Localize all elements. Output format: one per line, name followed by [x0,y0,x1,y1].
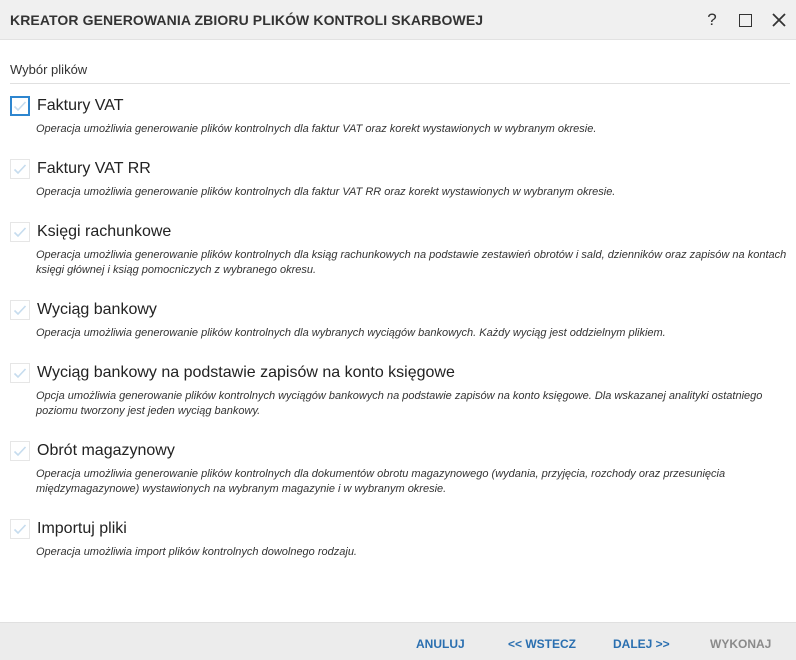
check-icon [13,99,27,113]
ksiegi-rachunkowe-checkbox[interactable] [10,222,30,242]
maximize-box [739,14,752,27]
help-icon[interactable]: ? [707,10,717,29]
obrot-magazynowy-description: Operacja umożliwia generowanie plików kontrolnych dla dokumentów obrotu magazynowego (wydania, przyjęcia, rozchody oraz przesunięcia międzymagazynowe) wystawionych na wybranym magazynie i w wybranym okresie. [36,468,726,495]
faktury-vat-label[interactable]: Faktury VAT [37,97,124,114]
faktury-vat-description: Operacja umożliwia generowanie plików kontrolnych dla faktur VAT oraz korekt wystawionych w wybranym okresie. [36,123,597,135]
group-divider [10,83,790,84]
wyciag-bankowy-zapisy-description: Opcja umożliwia generowanie plików kontrolnych wyciągów bankowych na podstawie zapisów na konto księgowe. Dla wskazanej analityki ostatniego poziomu tworzony jest jeden wyciąg bankowy. [36,390,763,417]
importuj-pliki-description: Operacja umożliwia import plików kontrolnych dowolnego rodzaju. [36,546,357,558]
back-button[interactable]: << WSTECZ [508,637,577,651]
wyciag-bankowy-description: Operacja umożliwia generowanie plików kontrolnych dla wybranych wyciągów bankowych. Każdy wyciąg jest oddzielnym plikiem. [36,327,666,339]
execute-button[interactable]: WYKONAJ [710,637,772,651]
next-button[interactable]: DALEJ >> [613,637,670,651]
check-icon [13,162,27,176]
title-bar [0,0,796,40]
importuj-pliki-label[interactable]: Importuj pliki [37,520,127,537]
check-icon [13,366,27,380]
wyciag-bankowy-checkbox[interactable] [10,300,30,320]
faktury-vat-rr-label[interactable]: Faktury VAT RR [37,160,151,177]
faktury-vat-checkbox[interactable] [10,96,30,116]
check-icon [13,303,27,317]
obrot-magazynowy-checkbox[interactable] [10,441,30,461]
ksiegi-rachunkowe-description: Operacja umożliwia generowanie plików kontrolnych dla ksiąg rachunkowych na podstawie zestawień obrotów i sald, dzienników oraz zapisów na kontach księgi głównej i ksiąg pomocniczych z wybranego okresu. [36,249,787,276]
check-icon [13,522,27,536]
maximize-icon[interactable] [732,7,758,33]
check-icon [13,444,27,458]
faktury-vat-rr-checkbox[interactable] [10,159,30,179]
faktury-vat-rr-description: Operacja umożliwia generowanie plików kontrolnych dla faktur VAT RR oraz korekt wystawionych w wybranym okresie. [36,186,616,198]
wizard-footer [0,622,796,660]
wyciag-bankowy-label[interactable]: Wyciąg bankowy [37,301,157,318]
group-label: Wybór plików [10,62,88,77]
check-icon [13,225,27,239]
cancel-button[interactable]: ANULUJ [416,637,465,651]
wyciag-bankowy-zapisy-label[interactable]: Wyciąg bankowy na podstawie zapisów na konto księgowe [37,364,455,381]
obrot-magazynowy-label[interactable]: Obrót magazynowy [37,442,175,459]
importuj-pliki-checkbox[interactable] [10,519,30,539]
ksiegi-rachunkowe-label[interactable]: Księgi rachunkowe [37,223,172,240]
close-icon[interactable] [766,7,792,33]
wyciag-bankowy-zapisy-checkbox[interactable] [10,363,30,383]
close-glyph [772,13,786,27]
window-title: KREATOR GENEROWANIA ZBIORU PLIKÓW KONTROLI SKARBOWEJ [10,12,484,28]
